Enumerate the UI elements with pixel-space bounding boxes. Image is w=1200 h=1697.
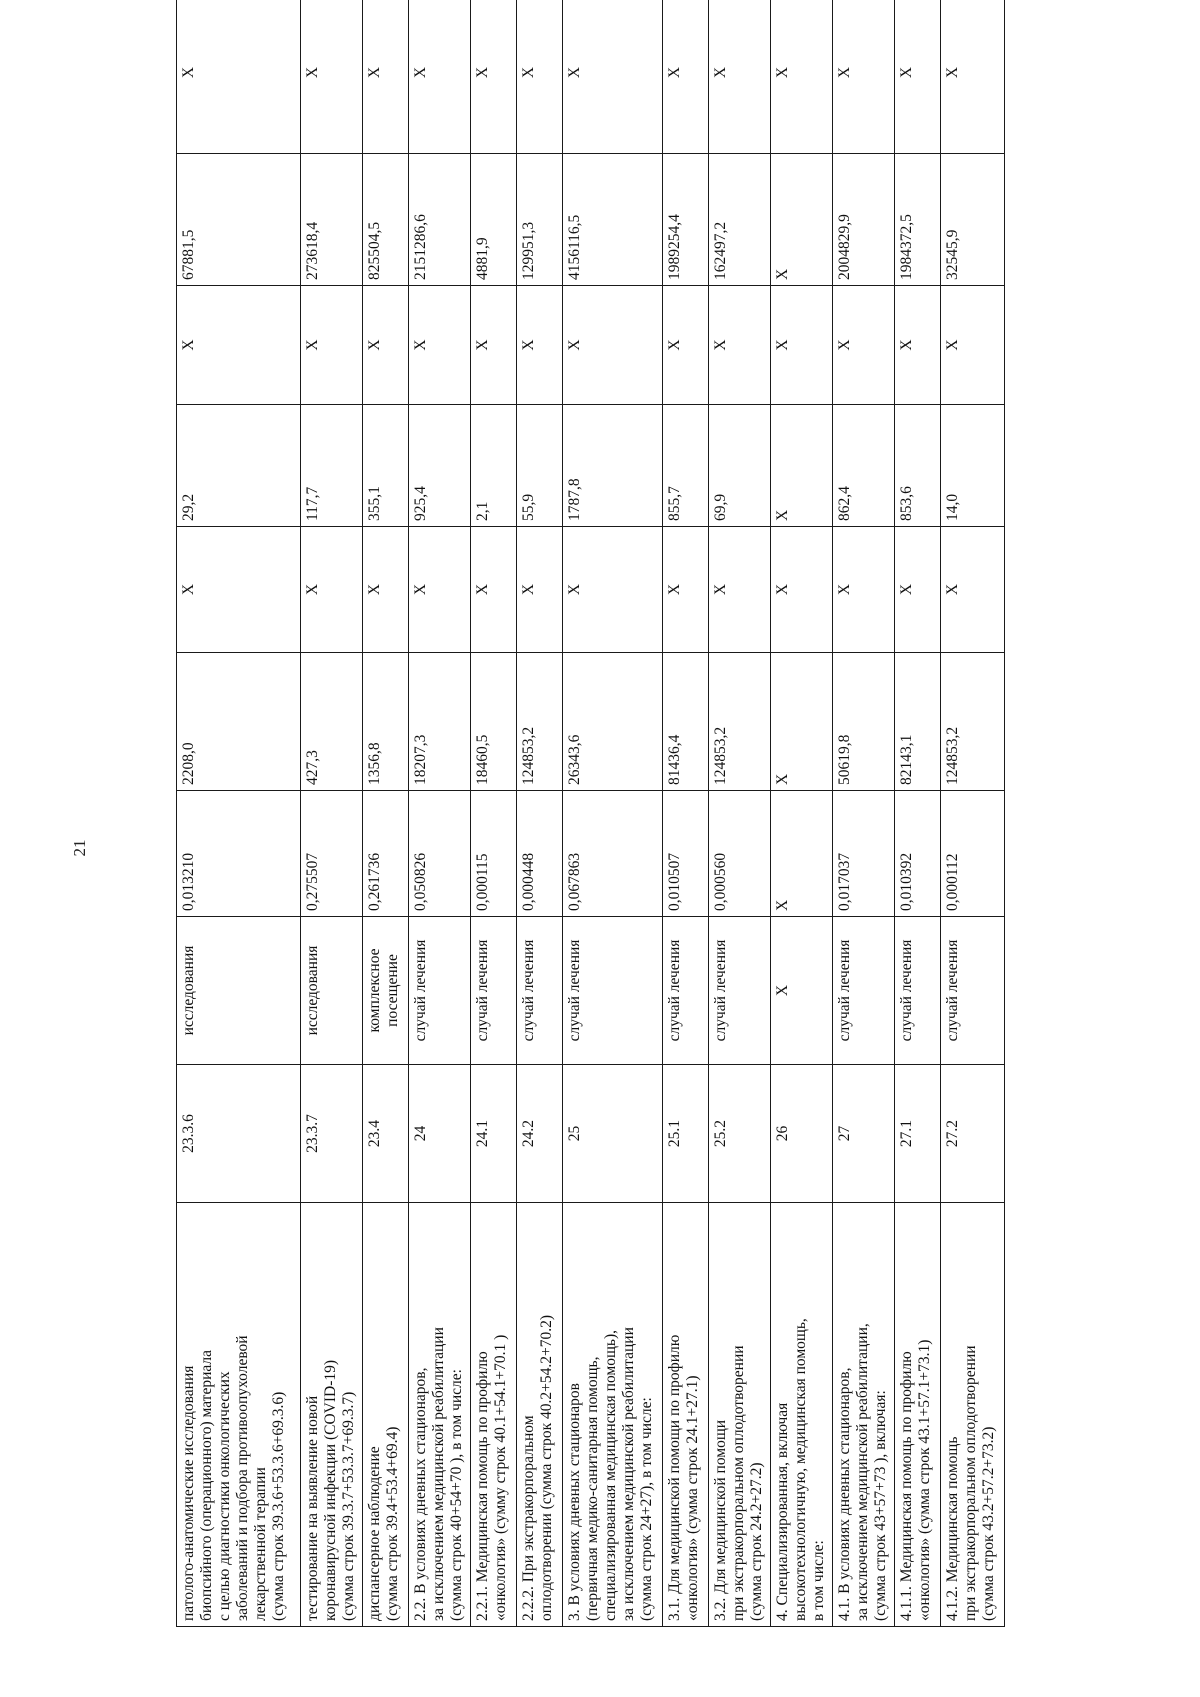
table-row xyxy=(771,0,833,1627)
volume-norm-cell: 0,275507 xyxy=(301,791,363,917)
row-description xyxy=(941,1203,1005,1627)
row-description xyxy=(363,1203,409,1627)
unit-of-measure: случай лечения xyxy=(941,917,1005,1065)
row-number: 27.1 xyxy=(895,1065,941,1203)
oms-per-capita-cell: 29,2 xyxy=(177,405,301,527)
budget-total-cell: X xyxy=(563,286,663,405)
cost-norm-cell: 50619,8 xyxy=(833,653,895,791)
unit-of-measure: исследования xyxy=(177,917,301,1065)
oms-total-cell: 825504,5 xyxy=(363,154,409,286)
share-cell: X xyxy=(941,0,1005,154)
row-number: 24.1 xyxy=(471,1065,517,1203)
description-line: 4.1. В условиях дневных стационаров, xyxy=(836,1367,853,1621)
table-row xyxy=(177,0,301,1627)
volume-norm-cell: 0,261736 xyxy=(363,791,409,917)
table-row xyxy=(517,0,563,1627)
description-line: (сумма строк 39.3.6+53.3.6+69.3.6) xyxy=(270,1391,287,1621)
table-row xyxy=(471,0,517,1627)
row-description xyxy=(709,1203,771,1627)
description-line: специализированная медицинская помощь), xyxy=(602,1329,619,1621)
description-line: с целью диагностики онкологических xyxy=(216,1371,233,1621)
cost-norm-cell: 124853,2 xyxy=(517,653,563,791)
budget-per-capita-cell: X xyxy=(471,527,517,653)
row-description xyxy=(563,1203,663,1627)
cost-norm-cell: 124853,2 xyxy=(941,653,1005,791)
row-description xyxy=(517,1203,563,1627)
share-cell: X xyxy=(563,0,663,154)
oms-per-capita-cell: 55,9 xyxy=(517,405,563,527)
table-row xyxy=(563,0,663,1627)
unit-of-measure: случай лечения xyxy=(409,917,471,1065)
description-line: «онкология» (сумма строк 43.1+57.1+73.1) xyxy=(916,1339,933,1621)
oms-total-cell: 273618,4 xyxy=(301,154,363,286)
oms-per-capita-cell: 2,1 xyxy=(471,405,517,527)
share-cell: X xyxy=(833,0,895,154)
description-line: лекарственной терапии xyxy=(252,1467,269,1621)
cost-norm-cell: 26343,6 xyxy=(563,653,663,791)
description-line: (сумма строк 43.2+57.2+73.2) xyxy=(980,1426,997,1621)
description-line: 2.2.2. При экстракорпоральном xyxy=(520,1415,537,1621)
cost-norm-cell: 18460,5 xyxy=(471,653,517,791)
row-description xyxy=(471,1203,517,1627)
table-body xyxy=(177,0,1005,1627)
oms-total-cell: 4156116,5 xyxy=(563,154,663,286)
row-description xyxy=(833,1203,895,1627)
row-number: 24.2 xyxy=(517,1065,563,1203)
budget-total-cell: X xyxy=(709,286,771,405)
budget-per-capita-cell: X xyxy=(517,527,563,653)
oms-total-cell: 2151286,6 xyxy=(409,154,471,286)
rotated-table-container xyxy=(176,66,1200,1627)
description-line: 2.2. В условиях дневных стационаров, xyxy=(412,1367,429,1621)
oms-per-capita-cell: 853,6 xyxy=(895,405,941,527)
description-line: за исключением медицинской реабилитации xyxy=(620,1327,637,1621)
description-line: оплодотворении (сумма строк 40.2+54.2+70.2) xyxy=(538,1314,555,1621)
row-description xyxy=(301,1203,363,1627)
table-row xyxy=(301,0,363,1627)
budget-per-capita-cell: X xyxy=(563,527,663,653)
volume-norm-cell: 0,017037 xyxy=(833,791,895,917)
cost-norm-cell: 82143,1 xyxy=(895,653,941,791)
oms-total-cell: X xyxy=(771,154,833,286)
unit-of-measure: комплексное посещение xyxy=(363,917,409,1065)
cost-norm-cell: 124853,2 xyxy=(709,653,771,791)
description-line: за исключением медицинской реабилитации xyxy=(430,1327,447,1621)
budget-total-cell: X xyxy=(895,286,941,405)
budget-per-capita-cell: X xyxy=(409,527,471,653)
description-line: 4.1.2. Медицинская помощь xyxy=(944,1436,961,1621)
description-line: (сумма строк 39.3.7+53.3.7+69.3.7) xyxy=(340,1391,357,1621)
volume-norm-cell: 0,000112 xyxy=(941,791,1005,917)
unit-of-measure: случай лечения xyxy=(471,917,517,1065)
description-line: заболеваний и подбора противоопухолевой xyxy=(234,1335,251,1621)
oms-total-cell: 32545,9 xyxy=(941,154,1005,286)
budget-per-capita-cell: X xyxy=(663,527,709,653)
volume-norm-cell: 0,010507 xyxy=(663,791,709,917)
description-line: (сумма строк 24+27), в том числе: xyxy=(638,1397,655,1621)
volume-norm-cell: 0,000115 xyxy=(471,791,517,917)
description-line: (сумма строк 43+57+73 ), включая: xyxy=(872,1390,889,1621)
description-line: (первичная медико-санитарная помощь, xyxy=(584,1356,601,1621)
oms-total-cell: 67881,5 xyxy=(177,154,301,286)
oms-per-capita-cell: 117,7 xyxy=(301,405,363,527)
budget-per-capita-cell: X xyxy=(895,527,941,653)
row-description xyxy=(663,1203,709,1627)
budget-per-capita-cell: X xyxy=(709,527,771,653)
budget-total-cell: X xyxy=(409,286,471,405)
cost-norm-cell: 81436,4 xyxy=(663,653,709,791)
table-row xyxy=(833,0,895,1627)
table-row xyxy=(363,0,409,1627)
volume-norm-cell: 0,050826 xyxy=(409,791,471,917)
description-line: 4.1.1. Медицинская помощь по профилю xyxy=(898,1351,915,1621)
budget-total-cell: X xyxy=(471,286,517,405)
unit-of-measure: случай лечения xyxy=(517,917,563,1065)
description-line: при экстракорпоральном оплодотворении xyxy=(730,1345,747,1621)
row-number: 23.3.6 xyxy=(177,1065,301,1203)
row-description xyxy=(409,1203,471,1627)
share-cell: X xyxy=(301,0,363,154)
budget-total-cell: X xyxy=(663,286,709,405)
row-number: 24 xyxy=(409,1065,471,1203)
description-line: 3.1. Для медицинской помощи по профилю xyxy=(666,1334,683,1621)
oms-per-capita-cell: 855,7 xyxy=(663,405,709,527)
row-number: 23.3.7 xyxy=(301,1065,363,1203)
row-description xyxy=(177,1203,301,1627)
table-row xyxy=(895,0,941,1627)
budget-per-capita-cell: X xyxy=(301,527,363,653)
description-line: тестирование на выявление новой xyxy=(304,1395,321,1621)
volume-norm-cell: 0,000448 xyxy=(517,791,563,917)
row-number: 27.2 xyxy=(941,1065,1005,1203)
description-line: при экстракорпоральном оплодотворении xyxy=(962,1345,979,1621)
budget-total-cell: X xyxy=(941,286,1005,405)
share-cell: X xyxy=(409,0,471,154)
budget-per-capita-cell: X xyxy=(177,527,301,653)
description-line: за исключением медицинской реабилитации, xyxy=(854,1323,871,1621)
unit-of-measure: случай лечения xyxy=(833,917,895,1065)
row-number: 23.4 xyxy=(363,1065,409,1203)
volume-norm-cell: 0,067863 xyxy=(563,791,663,917)
oms-total-cell: 4881,9 xyxy=(471,154,517,286)
oms-total-cell: 1984372,5 xyxy=(895,154,941,286)
oms-per-capita-cell: 14,0 xyxy=(941,405,1005,527)
description-line: (сумма строк 40+54+70 ), в том числе: xyxy=(448,1369,465,1621)
budget-total-cell: X xyxy=(517,286,563,405)
table-row xyxy=(409,0,471,1627)
oms-per-capita-cell: 69,9 xyxy=(709,405,771,527)
cost-norm-cell: 2208,0 xyxy=(177,653,301,791)
oms-per-capita-cell: X xyxy=(771,405,833,527)
unit-of-measure: случай лечения xyxy=(709,917,771,1065)
budget-total-cell: X xyxy=(177,286,301,405)
table-row xyxy=(941,0,1005,1627)
row-number: 25.2 xyxy=(709,1065,771,1203)
row-number: 25 xyxy=(563,1065,663,1203)
volume-norm-cell: 0,010392 xyxy=(895,791,941,917)
unit-of-measure: случай лечения xyxy=(663,917,709,1065)
description-line: патолого-анатомические исследования xyxy=(180,1365,197,1621)
description-line: «онкология» (сумму строк 40.1+54.1+70.1 ) xyxy=(492,1334,509,1621)
budget-per-capita-cell: X xyxy=(771,527,833,653)
row-number: 26 xyxy=(771,1065,833,1203)
budget-total-cell: X xyxy=(771,286,833,405)
oms-total-cell: 129951,3 xyxy=(517,154,563,286)
description-line: биопсийного (операционного) материала xyxy=(198,1349,215,1621)
share-cell: X xyxy=(471,0,517,154)
budget-per-capita-cell: X xyxy=(363,527,409,653)
share-cell: X xyxy=(895,0,941,154)
row-description xyxy=(771,1203,833,1627)
cost-norm-cell: X xyxy=(771,653,833,791)
description-line: 4. Специализированная, включая xyxy=(774,1402,791,1621)
oms-total-cell: 2004829,9 xyxy=(833,154,895,286)
unit-of-measure: случай лечения xyxy=(895,917,941,1065)
table-row xyxy=(663,0,709,1627)
volume-norm-cell: 0,013210 xyxy=(177,791,301,917)
row-description xyxy=(895,1203,941,1627)
cost-norm-cell: 18207,3 xyxy=(409,653,471,791)
share-cell: X xyxy=(709,0,771,154)
description-line: высокотехнологичную, медицинская помощь, xyxy=(792,1318,809,1621)
budget-total-cell: X xyxy=(833,286,895,405)
description-line: (сумма строк 24.2+27.2) xyxy=(748,1462,765,1621)
oms-total-cell: 162497,2 xyxy=(709,154,771,286)
description-line: (сумма строк 39.4+53.4+69.4) xyxy=(384,1426,401,1621)
description-line: в том числе: xyxy=(810,1540,827,1621)
oms-per-capita-cell: 355,1 xyxy=(363,405,409,527)
row-number: 25.1 xyxy=(663,1065,709,1203)
unit-of-measure: X xyxy=(771,917,833,1065)
description-line: коронавирусной инфекции (COVID-19) xyxy=(322,1359,339,1621)
share-cell: X xyxy=(517,0,563,154)
budget-total-cell: X xyxy=(301,286,363,405)
share-cell: X xyxy=(663,0,709,154)
oms-total-cell: 1989254,4 xyxy=(663,154,709,286)
oms-per-capita-cell: 925,4 xyxy=(409,405,471,527)
cost-norm-cell: 427,3 xyxy=(301,653,363,791)
budget-total-cell: X xyxy=(363,286,409,405)
unit-of-measure: исследования xyxy=(301,917,363,1065)
unit-of-measure: случай лечения xyxy=(563,917,663,1065)
description-line: 2.2.1. Медицинская помощь по профилю xyxy=(474,1351,491,1621)
oms-per-capita-cell: 862,4 xyxy=(833,405,895,527)
description-line: диспансерное наблюдение xyxy=(366,1446,383,1621)
oms-per-capita-cell: 1787,8 xyxy=(563,405,663,527)
share-cell: X xyxy=(177,0,301,154)
share-cell: X xyxy=(771,0,833,154)
cost-norm-cell: 1356,8 xyxy=(363,653,409,791)
description-line: «онкология» (сумма строк 24.1+27.1) xyxy=(684,1375,701,1621)
financing-table xyxy=(176,0,1005,1627)
description-line: 3.2. Для медицинской помощи xyxy=(712,1419,729,1621)
page-number: 21 xyxy=(70,839,89,857)
budget-per-capita-cell: X xyxy=(833,527,895,653)
volume-norm-cell: X xyxy=(771,791,833,917)
volume-norm-cell: 0,000560 xyxy=(709,791,771,917)
share-cell: X xyxy=(363,0,409,154)
description-line: 3. В условиях дневных стационаров xyxy=(566,1383,583,1621)
budget-per-capita-cell: X xyxy=(941,527,1005,653)
table-row xyxy=(709,0,771,1627)
row-number: 27 xyxy=(833,1065,895,1203)
